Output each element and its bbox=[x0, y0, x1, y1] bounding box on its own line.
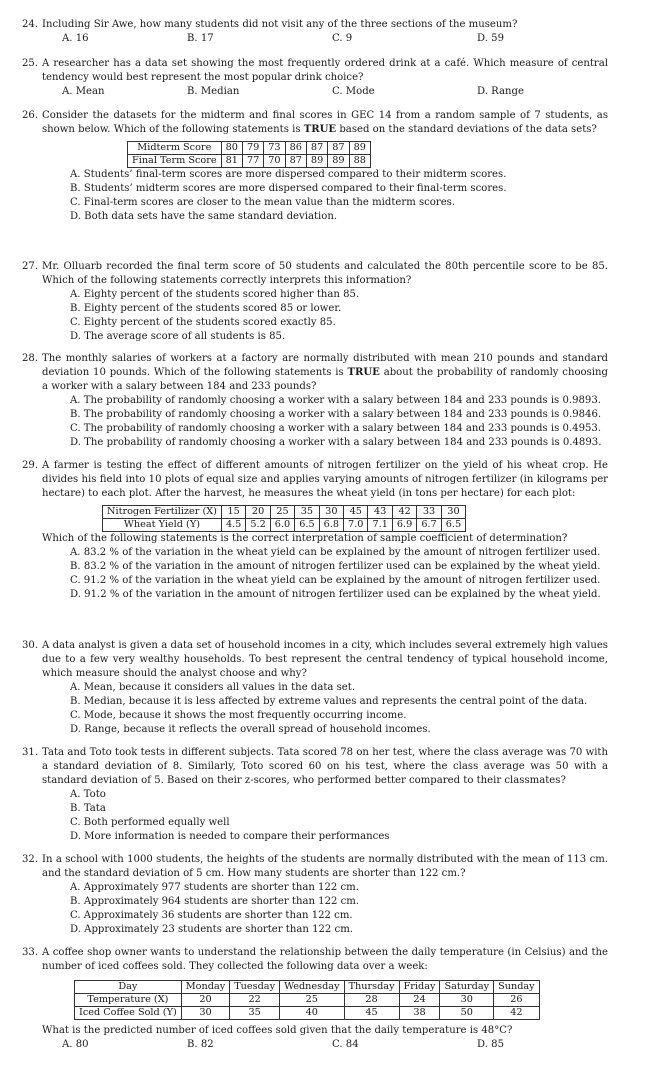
question-30 bbox=[22, 639, 608, 737]
option-b[interactable]: B. Median, because it is less affected by extreme values and represents the central point of the data. bbox=[70, 696, 588, 707]
choice-row bbox=[42, 1038, 512, 1052]
option-d[interactable]: D. Range, because it reflects the overall spread of household incomes. bbox=[70, 724, 431, 735]
option-a[interactable]: A. Approximately 977 students are shorter than 122 cm. bbox=[70, 882, 359, 893]
row-header: Temperature (X) bbox=[75, 994, 182, 1007]
table-cell: 50 bbox=[440, 1007, 494, 1020]
option-c[interactable]: C. 91.2 % of the variation in the wheat yield can be explained by the amount of nitrogen fertilizer used. bbox=[70, 575, 601, 586]
table-cell: 5.2 bbox=[246, 519, 270, 532]
question-stem: A data analyst is given a data set of household incomes in a city, which includes several extremely high values due to a few very wealthy households. To best represent the central tendency of typical household income, which measure should the analyst choose and why? bbox=[42, 640, 608, 679]
option-c[interactable]: C. The probability of randomly choosing a worker with a salary between 184 and 233 pounds is 0.4953. bbox=[70, 423, 602, 434]
question-stem: Mr. Olluarb recorded the final term score of 50 students and calculated the 80th percentile score to be 85. Which of the following statements correctly interprets this information? bbox=[42, 261, 608, 286]
table-row bbox=[75, 1007, 540, 1020]
table-cell: 87 bbox=[306, 142, 327, 155]
row-header: Midterm Score bbox=[128, 142, 222, 155]
question-stem: A farmer is testing the effect of different amounts of nitrogen fertilizer on the yield of his wheat crop. He divides his field into 10 plots of equal size and applies varying amounts of nitrogen fertilizer (in kilograms per hectare) to each plot. After the harvest, he measures the wheat yield (in tons per hectare) for each plot: bbox=[42, 460, 608, 499]
table-cell: 30 bbox=[319, 506, 343, 519]
option-a[interactable]: A. Mean, because it considers all values in the data set. bbox=[70, 682, 356, 693]
table-cell: 25 bbox=[280, 994, 345, 1007]
choice-b[interactable]: B. 82 bbox=[187, 1039, 214, 1050]
table-cell: 88 bbox=[349, 155, 370, 168]
table-cell: 89 bbox=[349, 142, 370, 155]
table-cell: 45 bbox=[344, 1007, 399, 1020]
table-cell: 43 bbox=[368, 506, 392, 519]
table-cell: 6.0 bbox=[270, 519, 294, 532]
table-cell: 22 bbox=[230, 994, 280, 1007]
question-number: 28. bbox=[22, 353, 39, 364]
choice-a[interactable]: A. Mean bbox=[62, 86, 105, 97]
row-header: Wheat Yield (Y) bbox=[103, 519, 222, 532]
option-d[interactable]: D. The average score of all students is 85. bbox=[70, 331, 286, 342]
stem-text: based on the standard deviations of the data sets? bbox=[336, 124, 597, 135]
option-b[interactable]: B. Tata bbox=[70, 803, 106, 814]
scores-table bbox=[127, 141, 371, 168]
question-29 bbox=[22, 459, 608, 602]
option-a[interactable]: A. Students’ final-term scores are more dispersed compared to their midterm scores. bbox=[70, 169, 507, 180]
fertilizer-table bbox=[102, 505, 466, 532]
table-cell: 45 bbox=[344, 506, 368, 519]
option-c[interactable]: C. Both performed equally well bbox=[70, 817, 230, 828]
table-cell: 30 bbox=[440, 994, 494, 1007]
table-cell: 87 bbox=[328, 142, 349, 155]
choice-d[interactable]: D. 85 bbox=[477, 1039, 504, 1050]
table-cell: Saturday bbox=[440, 981, 494, 994]
choice-d[interactable]: D. Range bbox=[477, 86, 524, 97]
table-row bbox=[128, 142, 371, 155]
table-cell: 28 bbox=[344, 994, 399, 1007]
table-cell: 35 bbox=[295, 506, 319, 519]
question-stem bbox=[42, 109, 608, 137]
table-cell: 6.8 bbox=[319, 519, 343, 532]
table-cell: 6.9 bbox=[392, 519, 416, 532]
option-d[interactable]: D. More information is needed to compare their performances bbox=[70, 831, 390, 842]
table-cell: 7.0 bbox=[344, 519, 368, 532]
question-number: 32. bbox=[22, 854, 39, 865]
question-stem: A coffee shop owner wants to understand the relationship between the daily temperature (in Celsius) and the number of iced coffees sold. They collected the following data over a week: bbox=[42, 947, 608, 972]
option-c[interactable]: C. Final-term scores are closer to the mean value than the midterm scores. bbox=[70, 197, 456, 208]
stem-emphasis: TRUE bbox=[303, 124, 337, 135]
question-number: 33. bbox=[22, 947, 39, 958]
option-a[interactable]: A. The probability of randomly choosing a worker with a salary between 184 and 233 pounds is 0.9893. bbox=[70, 395, 601, 406]
table-cell: 20 bbox=[181, 994, 229, 1007]
table-cell: 6.5 bbox=[295, 519, 319, 532]
option-d[interactable]: D. 91.2 % of the variation in the amount of nitrogen fertilizer used can be explained by the wheat yield. bbox=[70, 589, 601, 600]
question-number: 25. bbox=[22, 58, 39, 69]
choice-row bbox=[42, 85, 524, 99]
question-number: 27. bbox=[22, 261, 39, 272]
table-cell: 73 bbox=[264, 142, 285, 155]
option-a[interactable]: A. Eighty percent of the students scored higher than 85. bbox=[70, 289, 360, 300]
option-d[interactable]: D. The probability of randomly choosing a worker with a salary between 184 and 233 pounds is 0.4893. bbox=[70, 437, 602, 448]
question-stem: A researcher has a data set showing the most frequently ordered drink at a café. Which measure of central tendency would best represent the most popular drink choice? bbox=[42, 58, 608, 83]
table-cell: 86 bbox=[285, 142, 306, 155]
stem-emphasis: TRUE bbox=[347, 367, 380, 378]
choice-c[interactable]: C. 9 bbox=[332, 33, 353, 44]
option-b[interactable]: B. Approximately 964 students are shorter than 122 cm. bbox=[70, 896, 360, 907]
question-28 bbox=[22, 352, 608, 450]
option-c[interactable]: C. Eighty percent of the students scored exactly 85. bbox=[70, 317, 336, 328]
question-number: 31. bbox=[22, 747, 39, 758]
option-d[interactable]: D. Both data sets have the same standard deviation. bbox=[70, 211, 338, 222]
table-cell: 30 bbox=[441, 506, 465, 519]
table-cell: Thursday bbox=[344, 981, 399, 994]
stem-text: The monthly salaries of workers at a factory are normally distributed with mean 210 pounds and standard deviation 10 pounds. Which of the following statements is bbox=[42, 353, 608, 378]
row-header: Final Term Score bbox=[128, 155, 222, 168]
table-cell: 20 bbox=[246, 506, 270, 519]
question-33 bbox=[22, 946, 608, 1052]
option-b[interactable]: B. Students’ midterm scores are more dispersed compared to their final-term scores. bbox=[70, 183, 507, 194]
question-stem: Tata and Toto took tests in different subjects. Tata scored 78 on her test, where the class average was 70 with a standard deviation of 8. Similarly, Toto scored 60 on his test, where the class average was 50 with a standard deviation of 5. Based on their z-scores, who performed better compared to their classmates? bbox=[42, 747, 608, 786]
question-stem: In a school with 1000 students, the heights of the students are normally distributed with the mean of 113 cm. and the standard deviation of 5 cm. How many students are shorter than 122 cm.? bbox=[42, 854, 608, 879]
table-cell: 6.7 bbox=[417, 519, 441, 532]
table-cell: 25 bbox=[270, 506, 294, 519]
table-cell: 80 bbox=[221, 142, 242, 155]
choice-b[interactable]: B. 17 bbox=[187, 33, 214, 44]
table-row bbox=[75, 981, 540, 994]
question-prompt: Which of the following statements is the correct interpretation of sample coefficient of determination? bbox=[42, 533, 568, 544]
table-cell: 77 bbox=[242, 155, 263, 168]
question-25 bbox=[22, 57, 608, 99]
option-c[interactable]: C. Mode, because it shows the most frequently occurring income. bbox=[70, 710, 407, 721]
table-cell: 40 bbox=[280, 1007, 345, 1020]
row-header: Day bbox=[75, 981, 182, 994]
table-cell: 89 bbox=[328, 155, 349, 168]
coffee-table bbox=[74, 980, 540, 1020]
choice-a[interactable]: A. 80 bbox=[62, 1039, 89, 1050]
table-cell: 42 bbox=[392, 506, 416, 519]
table-cell: 79 bbox=[242, 142, 263, 155]
table-row bbox=[103, 506, 466, 519]
table-cell: 87 bbox=[285, 155, 306, 168]
stem-text: about the probability of randomly choosing a worker with a salary between 184 and 233 pounds? bbox=[42, 367, 608, 392]
table-row bbox=[128, 155, 371, 168]
choice-d[interactable]: D. 59 bbox=[477, 33, 504, 44]
table-cell: Tuesday bbox=[230, 981, 280, 994]
table-cell: 89 bbox=[306, 155, 327, 168]
table-cell: 15 bbox=[221, 506, 245, 519]
option-b[interactable]: B. 83.2 % of the variation in the amount of nitrogen fertilizer used can be explained by the wheat yield. bbox=[70, 561, 601, 572]
table-cell: 26 bbox=[494, 994, 540, 1007]
option-b[interactable]: B. Eighty percent of the students scored 85 or lower. bbox=[70, 303, 342, 314]
table-cell: 4.5 bbox=[221, 519, 245, 532]
table-cell: 7.1 bbox=[368, 519, 392, 532]
table-cell: Monday bbox=[181, 981, 229, 994]
option-a[interactable]: A. Toto bbox=[70, 789, 106, 800]
option-d[interactable]: D. Approximately 23 students are shorter than 122 cm. bbox=[70, 924, 353, 935]
choice-c[interactable]: C. Mode bbox=[332, 86, 375, 97]
table-cell: 33 bbox=[417, 506, 441, 519]
choice-c[interactable]: C. 84 bbox=[332, 1039, 359, 1050]
question-32 bbox=[22, 853, 608, 937]
question-number: 26. bbox=[22, 110, 39, 121]
table-row bbox=[103, 519, 466, 532]
question-number: 29. bbox=[22, 460, 39, 471]
question-stem bbox=[42, 352, 608, 394]
table-row bbox=[75, 994, 540, 1007]
table-cell: Friday bbox=[399, 981, 440, 994]
choice-a[interactable]: A. 16 bbox=[62, 33, 89, 44]
option-a[interactable]: A. 83.2 % of the variation in the wheat yield can be explained by the amount of nitrogen fertilizer used. bbox=[70, 547, 601, 558]
choice-b[interactable]: B. Median bbox=[187, 86, 240, 97]
row-header: Nitrogen Fertilizer (X) bbox=[103, 506, 222, 519]
table-cell: 70 bbox=[264, 155, 285, 168]
table-cell: Wednesday bbox=[280, 981, 345, 994]
table-cell: 30 bbox=[181, 1007, 229, 1020]
table-cell: 42 bbox=[494, 1007, 540, 1020]
row-header: Iced Coffee Sold (Y) bbox=[75, 1007, 182, 1020]
table-cell: 81 bbox=[221, 155, 242, 168]
question-number: 30. bbox=[22, 640, 39, 651]
table-cell: Sunday bbox=[494, 981, 540, 994]
question-number: 24. bbox=[22, 19, 39, 30]
question-stem: Including Sir Awe, how many students did not visit any of the three sections of the museum? bbox=[42, 19, 518, 30]
table-cell: 35 bbox=[230, 1007, 280, 1020]
question-31 bbox=[22, 746, 608, 844]
question-27 bbox=[22, 260, 608, 344]
table-cell: 24 bbox=[399, 994, 440, 1007]
option-b[interactable]: B. The probability of randomly choosing a worker with a salary between 184 and 233 pounds is 0.9846. bbox=[70, 409, 602, 420]
question-prompt: What is the predicted number of iced coffees sold given that the daily temperature is 48°C? bbox=[42, 1025, 513, 1036]
table-cell: 6.5 bbox=[441, 519, 465, 532]
question-26 bbox=[22, 109, 608, 224]
option-c[interactable]: C. Approximately 36 students are shorter than 122 cm. bbox=[70, 910, 353, 921]
stem-text: Consider the datasets for the midterm and final scores in GEC 14 from a random sample of 7 students, as shown below. Which of the following statements is bbox=[42, 110, 608, 135]
table-cell: 38 bbox=[399, 1007, 440, 1020]
choice-row bbox=[42, 32, 512, 46]
question-24 bbox=[22, 18, 608, 46]
